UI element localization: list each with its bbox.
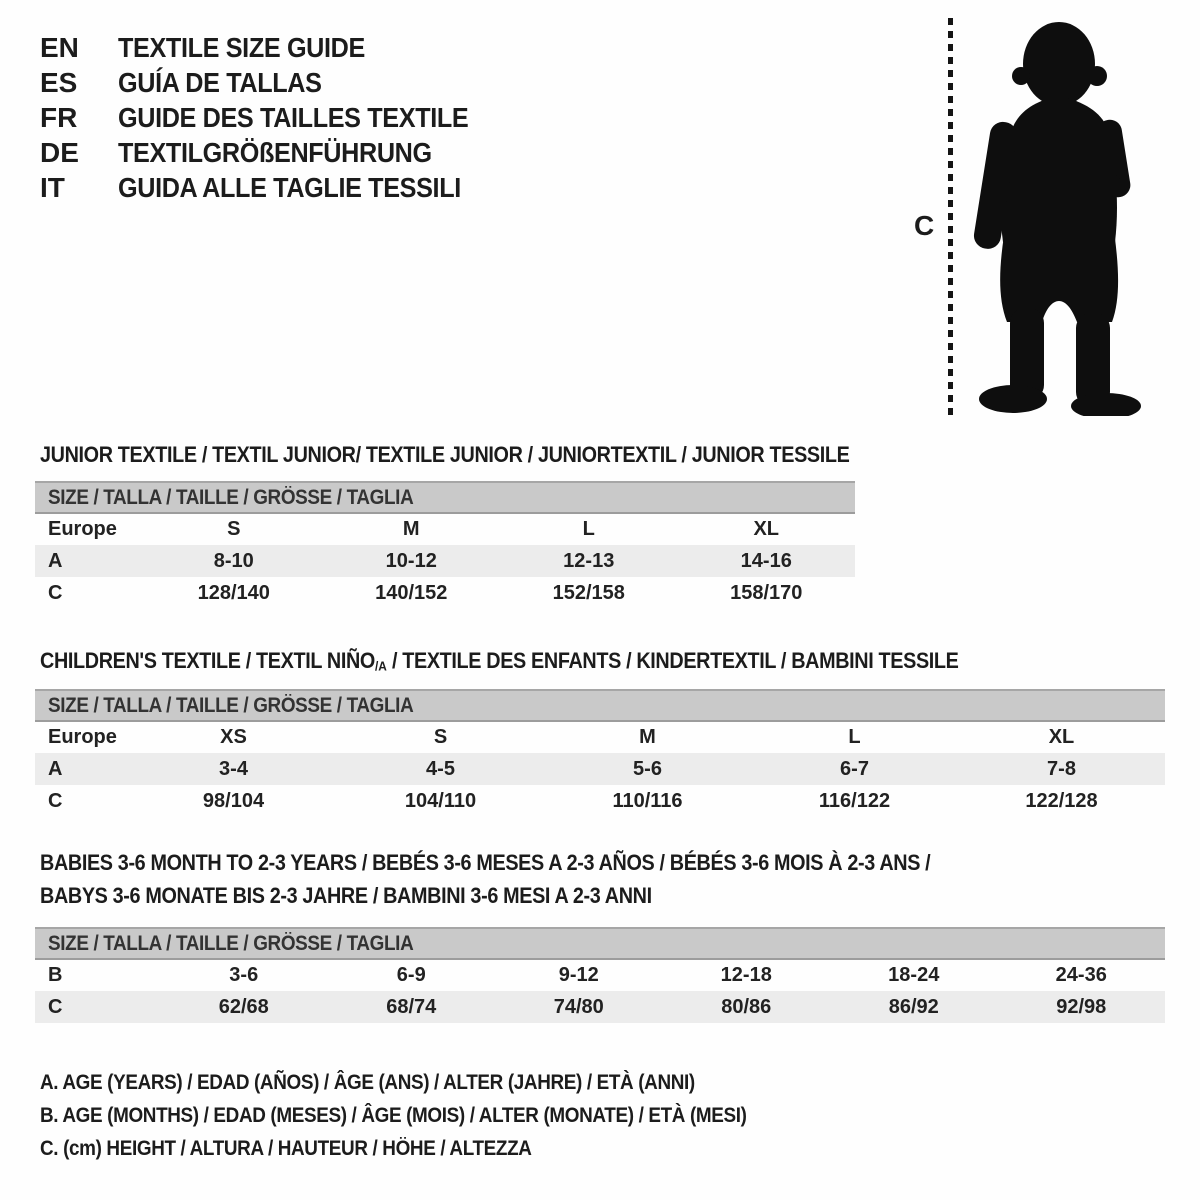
lang-row-de xyxy=(40,135,507,170)
language-header xyxy=(40,30,507,205)
table-row-height xyxy=(35,577,855,609)
value-cell: 128/140 xyxy=(197,581,270,604)
junior-section-title: JUNIOR TEXTILE / TEXTIL JUNIOR/ TEXTILE JUNIOR / JUNIORTEXTIL / JUNIOR TESSILE xyxy=(40,442,850,467)
table-row-europe xyxy=(35,721,1165,753)
lang-code: EN xyxy=(40,32,79,63)
value-cell: 3-4 xyxy=(130,753,337,785)
height-measure-dashed-line xyxy=(948,18,953,416)
row-label-cell: B xyxy=(48,964,63,986)
value-cell: 104/110 xyxy=(404,789,477,812)
value-cell: 3-6 xyxy=(229,964,259,986)
height-measure-label: C xyxy=(914,210,935,241)
value-cell: L xyxy=(582,518,595,540)
lang-label: TEXTILGRÖßENFÜHRUNG xyxy=(118,137,432,168)
value-cell: 18-24 xyxy=(888,964,940,986)
table-row-height xyxy=(35,991,1165,1023)
table-header-bar: SIZE / TALLA / TAILLE / GRÖSSE / TAGLIA xyxy=(35,928,1165,959)
value-cell: S xyxy=(227,518,241,540)
children-size-table xyxy=(35,689,1165,817)
value-cell: 110/116 xyxy=(612,789,683,812)
lang-code: DE xyxy=(40,137,79,168)
value-cell: 116/122 xyxy=(818,789,891,812)
lang-row-fr xyxy=(40,100,507,135)
value-cell: L xyxy=(848,726,861,748)
value-cell: 8-10 xyxy=(145,545,323,577)
babies-size-table xyxy=(35,927,1165,1023)
value-cell: 4-5 xyxy=(337,753,544,785)
value-cell: 74/80 xyxy=(495,991,663,1023)
row-label-cell: Europe xyxy=(48,518,117,540)
table-row-age-months xyxy=(35,959,1165,991)
value-cell: 122/128 xyxy=(1025,789,1098,812)
table-header-bar: SIZE / TALLA / TAILLE / GRÖSSE / TAGLIA xyxy=(35,482,855,513)
measure-legend xyxy=(40,1066,825,1165)
value-cell: XL xyxy=(753,518,780,540)
height-measure-figure xyxy=(900,12,1170,420)
value-cell: 140/152 xyxy=(375,581,448,604)
value-cell: 12-13 xyxy=(500,545,678,577)
value-cell: 7-8 xyxy=(958,753,1165,785)
table-row-height xyxy=(35,785,1165,817)
value-cell: 68/74 xyxy=(328,991,496,1023)
row-label-cell: A xyxy=(35,545,145,577)
legend-line-a: A. AGE (YEARS) / EDAD (AÑOS) / ÂGE (ANS) / ALTER (JAHRE) / ETÀ (ANNI) xyxy=(40,1071,695,1094)
value-cell: 6-9 xyxy=(396,964,426,986)
row-label-cell: Europe xyxy=(48,726,117,748)
lang-code: IT xyxy=(40,172,65,203)
lang-label: GUIDA ALLE TAGLIE TESSILI xyxy=(118,172,461,203)
value-cell: 12-18 xyxy=(720,964,772,986)
children-section-title: CHILDREN'S TEXTILE / TEXTIL NIÑO/A / TEXTILE DES ENFANTS / KINDERTEXTIL / BAMBINI TESSILE xyxy=(40,648,959,674)
lang-row-en xyxy=(40,30,507,65)
row-label-cell: C xyxy=(48,581,63,604)
value-cell: 62/68 xyxy=(160,991,328,1023)
toddler-silhouette-icon xyxy=(965,12,1150,416)
lang-label: TEXTILE SIZE GUIDE xyxy=(118,32,365,63)
table-header-bar: SIZE / TALLA / TAILLE / GRÖSSE / TAGLIA xyxy=(35,690,1165,721)
value-cell: XS xyxy=(220,726,247,748)
nino-a-subscript: /A xyxy=(374,658,387,674)
table-row-age-years xyxy=(35,545,855,577)
value-cell: M xyxy=(639,726,656,748)
lang-label: GUÍA DE TALLAS xyxy=(118,67,322,98)
legend-line-b: B. AGE (MONTHS) / EDAD (MESES) / ÂGE (MOIS) / ALTER (MONATE) / ETÀ (MESI) xyxy=(40,1104,747,1127)
legend-line-c: C. (cm) HEIGHT / ALTURA / HAUTEUR / HÖHE / ALTEZZA xyxy=(40,1137,532,1160)
lang-code: ES xyxy=(40,67,78,98)
value-cell: XL xyxy=(1048,726,1075,748)
value-cell: 10-12 xyxy=(323,545,501,577)
lang-code: FR xyxy=(40,102,78,133)
junior-size-table xyxy=(35,481,855,609)
babies-section-title: BABIES 3-6 MONTH TO 2-3 YEARS / BEBÉS 3-6 MESES A 2-3 AÑOS / BÉBÉS 3-6 MOIS À 2-3 ANS / BABYS 3-6 MONATE BIS 2-3 JAHRE / BAMBINI 3-6 MESI A 2-3 ANNI xyxy=(40,850,931,908)
table-row-age-years xyxy=(35,753,1165,785)
lang-row-es xyxy=(40,65,507,100)
value-cell: 6-7 xyxy=(751,753,958,785)
value-cell: 98/104 xyxy=(202,789,265,812)
table-row-europe xyxy=(35,513,855,545)
value-cell: 152/158 xyxy=(552,581,625,604)
value-cell: 24-36 xyxy=(1055,964,1107,986)
value-cell: 86/92 xyxy=(830,991,998,1023)
value-cell: 92/98 xyxy=(998,991,1166,1023)
value-cell: S xyxy=(433,726,448,748)
row-label-cell: C xyxy=(35,991,160,1023)
lang-label: GUIDE DES TAILLES TEXTILE xyxy=(118,102,469,133)
value-cell: 158/170 xyxy=(730,581,803,604)
value-cell: 80/86 xyxy=(663,991,831,1023)
row-label-cell: C xyxy=(48,789,63,812)
value-cell: 14-16 xyxy=(678,545,856,577)
row-label-cell: A xyxy=(35,753,130,785)
value-cell: 9-12 xyxy=(558,964,599,986)
lang-row-it xyxy=(40,170,507,205)
value-cell: 5-6 xyxy=(544,753,751,785)
value-cell: M xyxy=(402,518,420,540)
